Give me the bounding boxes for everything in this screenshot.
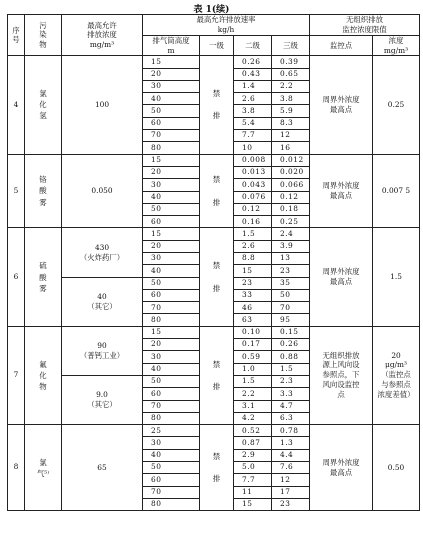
header-grade-2: 二级 <box>234 36 272 56</box>
stack-height: 60 <box>143 289 200 301</box>
max-concentration: 65 <box>62 425 143 511</box>
header-max-rate: 最高允许排放速率 kg/h <box>143 15 310 36</box>
stack-height: 80 <box>143 412 200 424</box>
grade-3-value: 0.26 <box>272 339 310 351</box>
grade-2-value: 5.4 <box>234 117 272 129</box>
grade-3-value: 16 <box>272 142 310 154</box>
grade-1-value: 禁 排 <box>200 228 234 326</box>
pollutant-name: 氯 气⁵⁾ <box>25 425 62 511</box>
header-pollutant: 污 染 物 <box>25 15 62 56</box>
pollutant-name: 硫 酸 雾 <box>25 228 62 326</box>
grade-2-value: 7.7 <box>234 474 272 486</box>
grade-2-value: 0.043 <box>234 179 272 191</box>
grade-3-value: 2.3 <box>272 375 310 387</box>
table-caption: 表 1(续) <box>193 5 230 15</box>
pollutant-name: 氟 化 物 <box>25 326 62 424</box>
grade-3-value: 70 <box>272 302 310 314</box>
grade-3-value: 2.2 <box>272 80 310 92</box>
header-serial: 序 号 <box>8 15 25 56</box>
grade-2-value: 0.17 <box>234 339 272 351</box>
grade-3-value: 50 <box>272 289 310 301</box>
stack-height: 60 <box>143 388 200 400</box>
grade-2-value: 11 <box>234 486 272 498</box>
grade-2-value: 0.076 <box>234 191 272 203</box>
header-stack-height: 排气筒高度 m <box>143 36 200 56</box>
header-max-concentration: 最高允许 排放浓度 mg/m³ <box>62 15 143 56</box>
grade-2-value: 3.1 <box>234 400 272 412</box>
serial-number: 5 <box>8 154 25 228</box>
stack-height: 80 <box>143 314 200 326</box>
grade-3-value: 0.15 <box>272 326 310 338</box>
monitor-point: 周界外浓度 最高点 <box>310 228 373 326</box>
grade-2-value: 1.5 <box>234 375 272 387</box>
max-concentration: 40 （其它） <box>62 277 143 326</box>
stack-height: 80 <box>143 142 200 154</box>
stack-height: 20 <box>143 166 200 178</box>
stack-height: 40 <box>143 363 200 375</box>
grade-2-value: 3.8 <box>234 105 272 117</box>
max-concentration: 9.0 （其它） <box>62 375 143 424</box>
pollutant-name: 氯 化 氢 <box>25 56 62 154</box>
grade-2-value: 33 <box>234 289 272 301</box>
grade-2-value: 1.5 <box>234 228 272 240</box>
monitor-point: 无组织排放 源上风向设 参照点，下 风向设监控 点 <box>310 326 373 424</box>
stack-height: 60 <box>143 216 200 228</box>
stack-height: 50 <box>143 203 200 215</box>
grade-3-value: 35 <box>272 277 310 289</box>
grade-3-value: 17 <box>272 486 310 498</box>
grade-3-value: 3.9 <box>272 240 310 252</box>
grade-3-value: 7.6 <box>272 462 310 474</box>
grade-3-value: 12 <box>272 130 310 142</box>
stack-height: 70 <box>143 302 200 314</box>
grade-2-value: 4.2 <box>234 412 272 424</box>
grade-3-value: 95 <box>272 314 310 326</box>
header-unorganized-limit: 无组织排放 监控浓度限值 <box>310 15 420 36</box>
stack-height: 70 <box>143 130 200 142</box>
stack-height: 50 <box>143 375 200 387</box>
stack-height: 15 <box>143 56 200 68</box>
header-grade-1: 一级 <box>200 36 234 56</box>
grade-3-value: 1.5 <box>272 363 310 375</box>
stack-height: 20 <box>143 68 200 80</box>
grade-2-value: 1.4 <box>234 80 272 92</box>
stack-height: 70 <box>143 400 200 412</box>
header-grade-3: 三级 <box>272 36 310 56</box>
stack-height: 30 <box>143 80 200 92</box>
grade-2-value: 0.16 <box>234 216 272 228</box>
stack-height: 40 <box>143 93 200 105</box>
max-concentration: 100 <box>62 56 143 154</box>
grade-3-value: 0.65 <box>272 68 310 80</box>
grade-2-value: 23 <box>234 277 272 289</box>
stack-height: 30 <box>143 437 200 449</box>
grade-3-value: 0.012 <box>272 154 310 166</box>
stack-height: 40 <box>143 449 200 461</box>
grade-3-value: 2.4 <box>272 228 310 240</box>
grade-2-value: 7.7 <box>234 130 272 142</box>
table-row <box>8 228 420 240</box>
grade-3-value: 3.8 <box>272 93 310 105</box>
grade-3-value: 4.4 <box>272 449 310 461</box>
table-row <box>8 425 420 437</box>
grade-1-value: 禁 排 <box>200 425 234 511</box>
stack-height: 30 <box>143 351 200 363</box>
grade-2-value: 10 <box>234 142 272 154</box>
header-monitor-point: 监控点 <box>310 36 373 56</box>
grade-2-value: 63 <box>234 314 272 326</box>
grade-2-value: 8.8 <box>234 253 272 265</box>
grade-2-value: 46 <box>234 302 272 314</box>
monitor-point: 周界外浓度 最高点 <box>310 425 373 511</box>
grade-3-value: 6.3 <box>272 412 310 424</box>
grade-2-value: 0.013 <box>234 166 272 178</box>
grade-3-value: 0.020 <box>272 166 310 178</box>
grade-1-value: 禁 排 <box>200 154 234 228</box>
grade-2-value: 0.26 <box>234 56 272 68</box>
header-unorganized-concentration: 浓度 mg/m³ <box>373 36 420 56</box>
stack-height: 30 <box>143 179 200 191</box>
grade-2-value: 0.43 <box>234 68 272 80</box>
stack-height: 40 <box>143 265 200 277</box>
emission-standards-table <box>7 14 420 511</box>
grade-3-value: 12 <box>272 474 310 486</box>
grade-2-value: 0.87 <box>234 437 272 449</box>
grade-3-value: 8.3 <box>272 117 310 129</box>
unorganized-concentration: 0.50 <box>373 425 420 511</box>
grade-3-value: 1.3 <box>272 437 310 449</box>
grade-2-value: 0.008 <box>234 154 272 166</box>
grade-2-value: 1.0 <box>234 363 272 375</box>
unorganized-concentration: 0.007 5 <box>373 154 420 228</box>
grade-3-value: 0.066 <box>272 179 310 191</box>
grade-1-value: 禁 排 <box>200 56 234 154</box>
grade-2-value: 0.10 <box>234 326 272 338</box>
grade-3-value: 0.25 <box>272 216 310 228</box>
stack-height: 20 <box>143 339 200 351</box>
serial-number: 4 <box>8 56 25 154</box>
grade-3-value: 23 <box>272 498 310 510</box>
stack-height: 50 <box>143 277 200 289</box>
stack-height: 60 <box>143 474 200 486</box>
stack-height: 50 <box>143 105 200 117</box>
stack-height: 80 <box>143 498 200 510</box>
grade-2-value: 15 <box>234 265 272 277</box>
unorganized-concentration: 20 μg/m³ （监控点 与参照点 浓度差值） <box>373 326 420 424</box>
stack-height: 60 <box>143 117 200 129</box>
stack-height: 20 <box>143 240 200 252</box>
monitor-point: 周界外浓度 最高点 <box>310 154 373 228</box>
grade-2-value: 2.6 <box>234 240 272 252</box>
grade-2-value: 0.12 <box>234 203 272 215</box>
grade-3-value: 5.9 <box>272 105 310 117</box>
stack-height: 25 <box>143 425 200 437</box>
stack-height: 40 <box>143 191 200 203</box>
table-row <box>8 56 420 68</box>
grade-2-value: 5.0 <box>234 462 272 474</box>
table-row <box>8 154 420 166</box>
grade-3-value: 0.88 <box>272 351 310 363</box>
grade-3-value: 4.7 <box>272 400 310 412</box>
stack-height: 15 <box>143 154 200 166</box>
stack-height: 30 <box>143 253 200 265</box>
grade-2-value: 2.2 <box>234 388 272 400</box>
unorganized-concentration: 1.5 <box>373 228 420 326</box>
stack-height: 50 <box>143 462 200 474</box>
stack-height: 70 <box>143 486 200 498</box>
grade-2-value: 2.6 <box>234 93 272 105</box>
grade-2-value: 0.59 <box>234 351 272 363</box>
stack-height: 15 <box>143 326 200 338</box>
serial-number: 8 <box>8 425 25 511</box>
max-concentration: 430 （火炸药厂） <box>62 228 143 277</box>
grade-2-value: 0.52 <box>234 425 272 437</box>
grade-2-value: 2.9 <box>234 449 272 461</box>
serial-number: 7 <box>8 326 25 424</box>
table-body <box>8 56 420 511</box>
grade-3-value: 13 <box>272 253 310 265</box>
stack-height: 15 <box>143 228 200 240</box>
grade-2-value: 15 <box>234 498 272 510</box>
grade-3-value: 0.78 <box>272 425 310 437</box>
max-concentration: 0.050 <box>62 154 143 228</box>
grade-1-value: 禁 排 <box>200 326 234 424</box>
table-row <box>8 326 420 338</box>
monitor-point: 周界外浓度 最高点 <box>310 56 373 154</box>
unorganized-concentration: 0.25 <box>373 56 420 154</box>
max-concentration: 90 （普钙工业） <box>62 326 143 375</box>
grade-3-value: 0.18 <box>272 203 310 215</box>
grade-3-value: 23 <box>272 265 310 277</box>
grade-3-value: 3.3 <box>272 388 310 400</box>
grade-3-value: 0.12 <box>272 191 310 203</box>
serial-number: 6 <box>8 228 25 326</box>
pollutant-name: 铬 酸 雾 <box>25 154 62 228</box>
grade-3-value: 0.39 <box>272 56 310 68</box>
